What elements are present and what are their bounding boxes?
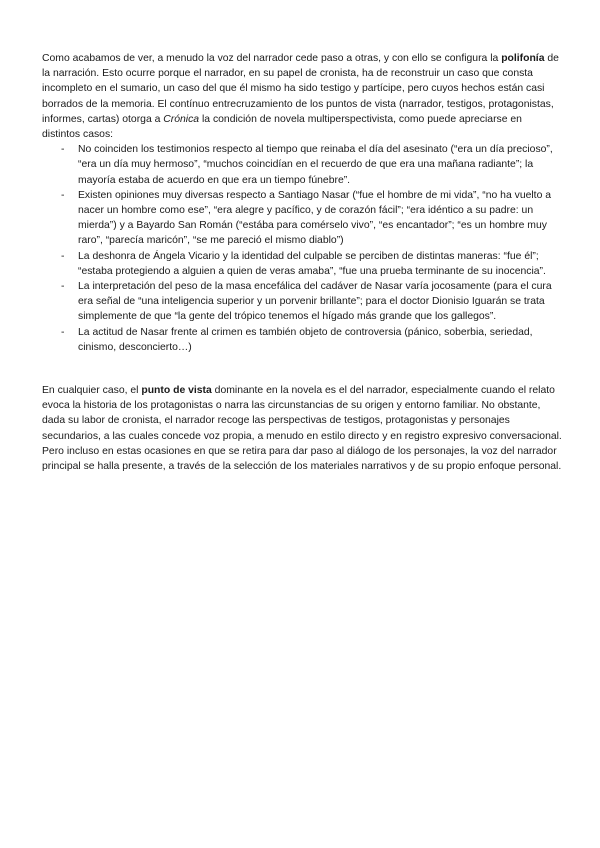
polifonia-term: polifonía: [501, 53, 545, 64]
list-item: [61, 249, 562, 279]
conclusion-text-2: dominante en la novela es el del narrador, especialmente cuando el relato evoca la historia de los protagonistas o narra las circunstancias de su origen y entorno familiar. No obstante, dada su labor de cronista, el narrador recoge las perspectivas de testigos, protagonistas y personajes secundarios, a las cuales concede voz propia, a menudo en estilo directo y en registro expresivo conversacional. Pero incluso en estas ocasiones en que se retira para dar paso al diálogo de los personajes, la voz del narrador principal se halla presente, a través de la selección de los materiales narrativos y de su propio enfoque personal.: [42, 385, 562, 473]
conclusion-block: [42, 383, 562, 474]
list-dash: -: [61, 144, 65, 156]
novel-title-cronica: Crónica: [163, 113, 200, 125]
list-item-text: La actitud de Nasar frente al crimen es también objeto de controversia (pánico, soberbia, seriedad, cinismo, desconcierto…): [78, 326, 533, 353]
list-dash: -: [61, 281, 65, 293]
list-item-text: No coinciden los testimonios respecto al tiempo que reinaba el día del asesinato (“era un día precioso”, “era un día muy hermoso”, “muchos coincidían en el recuerdo de que era una mañana radiante”; la mayoría estaba de acuerdo en que era un tiempo fúnebre”.: [78, 144, 553, 186]
conclusion-paragraph: [42, 383, 562, 474]
punto-de-vista-term: punto de vista: [141, 385, 212, 396]
perspectives-list: [42, 142, 562, 355]
list-dash: -: [61, 326, 65, 338]
conclusion-text-1: En cualquier caso, el: [42, 385, 142, 396]
list-item-text: La interpretación del peso de la masa encefálica del cadáver de Nasar varía jocosamente (para el cura era señal de “una inteligencia superior y un porvenir brillante”; para el doctor Dionisio Iguarán se trata simplemente de que “la gente del trópico tenemos el hígado más grande que los gallegos”.: [78, 281, 552, 323]
list-dash: -: [61, 189, 65, 201]
intro-text-1: Como acabamos de ver, a menudo la voz del narrador cede paso a otras, y con ello se configura la: [42, 53, 502, 64]
intro-paragraph: [42, 51, 562, 142]
list-item: [61, 188, 562, 249]
intro-text-2: de la narración. Esto ocurre porque el narrador, en su papel de cronista, ha de reconstruir un caso que consta incompleto en el sumario, un caso del que él mismo ha sido testigo y partícipe, pero cuyos hechos están casi borrados de la memoria. El contínuo entrecruzamiento de los puntos de vista (narrador, testigos, protagonistas, informes, cartas) otorga a: [42, 53, 559, 125]
list-item: [61, 142, 562, 188]
list-dash: -: [61, 250, 65, 262]
intro-text-3: la condición de novela multiperspectivista, como puede apreciarse en distintos casos:: [42, 113, 522, 141]
list-item-text: La deshonra de Ángela Vicario y la identidad del culpable se perciben de distintas maneras: “fue él”; “estaba protegiendo a alguien a quien de veras amaba”, “fue una prueba terminante de su inocencia”.: [78, 250, 546, 277]
list-item: [61, 325, 562, 355]
intro-block: [42, 51, 562, 355]
list-item: [61, 279, 562, 325]
list-item-text: Existen opiniones muy diversas respecto a Santiago Nasar (“fue el hombre de mi vida”, “no ha vuelto a nacer un hombre como ese”, “era alegre y pacífico, y de corazón fácil”; “era idéntico a su padre: un mierda”) y a Bayardo San Román (“estába para comérselo vivo”, “es encantador”; “es un hombre muy raro”, “parecía maricón”, “se me pareció el mismo diablo”): [78, 189, 552, 247]
